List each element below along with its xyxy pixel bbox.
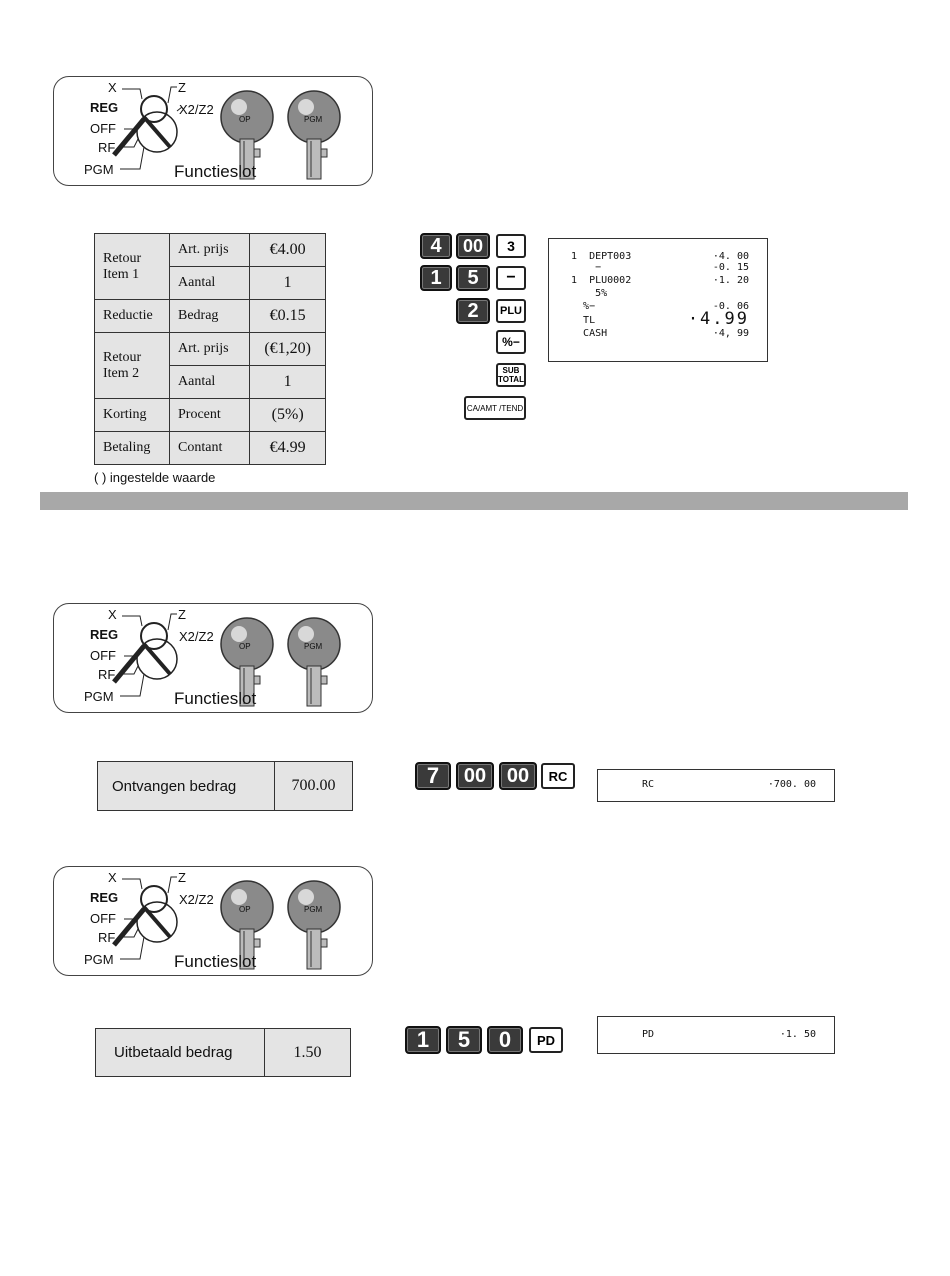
rc-key[interactable]: RC	[541, 763, 575, 789]
lock-position-z: Z	[178, 607, 186, 622]
key-2[interactable]: 2	[456, 298, 490, 324]
lock-position-z: Z	[178, 80, 186, 95]
lock-position-reg: REG	[90, 627, 119, 642]
receipt-line-label: 1 PLU0002	[565, 275, 632, 286]
lock-position-rf: RF	[98, 930, 116, 945]
lock-position-off: OFF	[90, 648, 116, 663]
lock-position-x: X	[108, 607, 117, 622]
key-1[interactable]: 1	[405, 1026, 441, 1054]
pgm-key-icon	[288, 881, 340, 969]
lock-position-rf: RF	[98, 667, 116, 682]
table-value: (€1,20)	[250, 333, 326, 366]
lock-position-pgm: PGM	[84, 952, 114, 967]
function-lock-panel-2	[53, 603, 373, 713]
receipt-total-amount: ·4.99	[687, 309, 749, 329]
receipt-line-label: CASH	[565, 328, 608, 339]
ca-amt-tend-key[interactable]: CA/AMT /TEND	[464, 396, 526, 420]
table-field-label: Contant	[170, 432, 250, 465]
function-lock-panel-3	[53, 866, 373, 976]
pd-key[interactable]: PD	[529, 1027, 563, 1053]
subtotal-key[interactable]: SUB TOTAL	[496, 363, 526, 387]
lock-position-reg: REG	[90, 100, 119, 115]
table-value: €4.99	[250, 432, 326, 465]
pgm-key-icon	[288, 91, 340, 179]
lock-position-x2z2: X2/Z2	[179, 892, 214, 907]
table-field-label: Art. prijs	[170, 333, 250, 366]
key-4[interactable]: 4	[420, 233, 452, 259]
receipt-line-amount: ·4, 99	[712, 328, 749, 339]
table-group-label: Korting	[95, 399, 170, 432]
key-5[interactable]: 5	[446, 1026, 482, 1054]
lock-position-rf: RF	[98, 140, 116, 155]
receipt-1	[548, 238, 768, 362]
table-field-label: Uitbetaald bedrag	[96, 1029, 265, 1076]
receipt-total-label: TL	[565, 315, 596, 326]
lock-position-pgm: PGM	[84, 162, 114, 177]
table-value: 1	[250, 366, 326, 399]
receipt-line-label: −	[565, 262, 602, 273]
function-lock-title: Functieslot	[174, 952, 257, 971]
lock-position-x: X	[108, 80, 117, 95]
table-group-label: Reductie	[95, 300, 170, 333]
receipt-line-amount: ·4. 00	[712, 251, 749, 262]
percent-minus-key[interactable]: %−	[496, 330, 526, 354]
function-lock-title: Functieslot	[174, 162, 257, 181]
lock-position-reg: REG	[90, 890, 119, 905]
receipt-3	[597, 1016, 835, 1054]
key-00[interactable]: 00	[499, 762, 537, 790]
key-0[interactable]: 0	[487, 1026, 523, 1054]
op-key-label: OP	[239, 115, 251, 124]
receipt-line-amount: -0. 06	[712, 301, 749, 312]
function-lock-title: Functieslot	[174, 689, 257, 708]
lock-position-off: OFF	[90, 911, 116, 926]
table-value: 700.00	[291, 777, 336, 794]
lock-position-x2z2: X2/Z2	[179, 629, 214, 644]
dept-3-key[interactable]: 3	[496, 234, 526, 258]
table-value: 1.50	[293, 1043, 322, 1061]
paid-out-amount-table	[95, 1028, 351, 1077]
function-lock-panel-1	[53, 76, 373, 186]
table-value: €0.15	[250, 300, 326, 333]
receipt-line-label: RC	[642, 779, 655, 790]
lock-position-off: OFF	[90, 121, 116, 136]
pgm-key-label: PGM	[304, 115, 323, 124]
key-5[interactable]: 5	[456, 265, 490, 291]
table-field-label: Procent	[170, 399, 250, 432]
lock-position-x: X	[108, 870, 117, 885]
lock-position-x2z2: X2/Z2	[179, 102, 214, 117]
receipt-line-label: 5%	[565, 288, 608, 299]
table-field-label: Aantal	[170, 267, 250, 300]
table-group-label: Retour Item 2	[95, 333, 170, 399]
lock-position-z: Z	[178, 870, 186, 885]
op-key-label: OP	[239, 642, 251, 651]
table-group-label: Betaling	[95, 432, 170, 465]
key-00[interactable]: 00	[456, 233, 490, 259]
minus-key[interactable]: −	[496, 266, 526, 290]
section-separator	[40, 492, 908, 510]
table-field-label: Bedrag	[170, 300, 250, 333]
plu-key[interactable]: PLU	[496, 299, 526, 323]
key-7[interactable]: 7	[415, 762, 451, 790]
table-note: ( ) ingestelde waarde	[94, 470, 216, 485]
key-00[interactable]: 00	[456, 762, 494, 790]
receipt-line-amount: ·1. 50	[779, 1029, 816, 1040]
received-amount-table	[97, 761, 353, 811]
receipt-line-amount: ·700. 00	[767, 779, 816, 790]
table-value: 1	[250, 267, 326, 300]
table-field-label: Art. prijs	[170, 234, 250, 267]
receipt-2	[597, 769, 835, 802]
pgm-key-label: PGM	[304, 905, 323, 914]
table-group-label: Retour Item 1	[95, 234, 170, 300]
key-1[interactable]: 1	[420, 265, 452, 291]
receipt-line-amount: ·1. 20	[712, 275, 749, 286]
pgm-key-icon	[288, 618, 340, 706]
table-field-label: Aantal	[170, 366, 250, 399]
operation-table	[94, 233, 326, 465]
table-value: €4.00	[250, 234, 326, 267]
receipt-line-label: 1 DEPT003	[565, 251, 632, 262]
receipt-line-amount: -0. 15	[712, 262, 749, 273]
pgm-key-label: PGM	[304, 642, 323, 651]
table-value: (5%)	[250, 399, 326, 432]
op-key-label: OP	[239, 905, 251, 914]
receipt-line-label: PD	[642, 1029, 655, 1040]
receipt-line-label: %−	[565, 301, 596, 312]
lock-position-pgm: PGM	[84, 689, 114, 704]
table-field-label: Ontvangen bedrag	[98, 762, 275, 810]
